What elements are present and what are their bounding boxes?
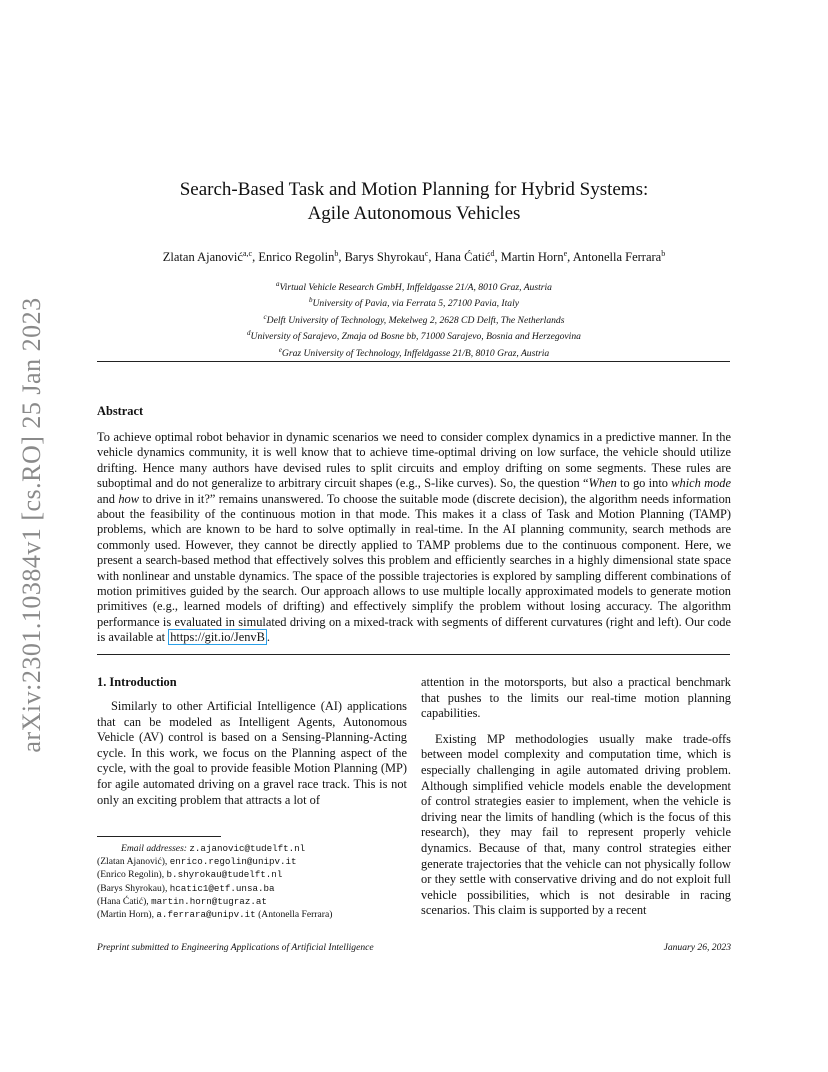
affiliation: $^b$University of Pavia, via Ferrata 5, 27100 Pavia, Italy [309,296,519,310]
arxiv-id: arXiv:2301.10384v1 [cs.RO] 25 Jan 2023 [17,297,46,753]
code-link[interactable]: https://git.io/JenvB [170,630,265,645]
footnote-rule [97,836,221,837]
affiliation: $^d$University of Sarajevo, Zmaja od Bosne bb, 71000 Sarajevo, Bosnia and Herzegovina [247,329,581,343]
email-link[interactable]: martin.horn@tugraz.at [151,895,267,907]
left-column [97,699,407,808]
section-heading-introduction: 1. Introduction [97,675,177,689]
author: Zlatan Ajanović$^{a,c}$ [162,249,253,265]
title-line-1: Search-Based Task and Motion Planning for Hybrid Systems: [179,179,649,200]
author: Barys Shyrokau$^c$ [344,249,429,265]
footer-date: January 26, 2023 [663,942,731,953]
arxiv-sidebar-stamp [12,290,52,760]
email-link[interactable]: enrico.regolin@unipv.it [169,856,297,868]
author: Enrico Regolin$^b$ [258,249,339,265]
footer-journal: Preprint submitted to Engineering Applications of Artificial Intelligence [97,942,374,953]
title-line-2: Agile Autonomous Vehicles [307,203,521,224]
affiliation-list [0,278,828,360]
email-link[interactable]: z.ajanovic@tudelft.nl [189,843,306,854]
affiliation: $^a$Virtual Vehicle Research GmbH, Inffeldgasse 21/A, 8010 Graz, Austria [276,280,552,294]
paragraph: Existing MP methodologies usually make trade-offs between model complexity and computation time, which is especially challenging in agile automated driving problem. Although simplified vehicle models enable the development of control strategies easier to implement, when the vehicle is driving near the limits of handling (which is the focus of this research), they may fail to represent properly vehicle dynamics. Because of that, many control strategies either generate trajectories that the vehicle can not physically follow or they settle with conservative driving and do not exploit full vehicle possibilities, which is not desirable in racing scenarios. This claim is supported by a recent [421,731,731,918]
affiliation: $^e$Graz University of Technology, Inffeldgasse 21/B, 8010 Graz, Austria [278,345,550,359]
author: Hana Ćatić$^d$ [434,249,495,265]
author-list: Zlatan Ajanović$^{a,c}$, Enrico Regolin$^b$, Barys Shyrokau$^c$, Hana Ćatić$^d$, Martin Horn$^e$, Antonella Ferrara$^b$ [162,249,666,265]
author: Martin Horn$^e$ [500,249,568,265]
paper-title [0,178,828,226]
paragraph: attention in the motorsports, but also a practical benchmark that pushes to the limits our real-time motion planning capabilities. [421,675,731,721]
affiliation: $^c$Delft University of Technology, Mekelweg 2, 2628 CD Delft, The Netherlands [263,312,565,326]
abstract-heading: Abstract [97,404,144,418]
footnote-emails: Email addresses: z.ajanovic@tudelft.nl (Zlatan Ajanović), enrico.regolin@unipv.it (Enrico Regolin), b.shyrokau@tudelft.nl (Barys Shyrokau), hcatic1@etf.unsa.ba (Hana Ćatić), martin.horn@tugraz.at (Martin Horn), a.ferrara@unipv.it (Antonella Ferrara) [97,843,333,921]
abstract-bottom-rule [97,654,730,655]
email-link[interactable]: b.shyrokau@tudelft.nl [166,869,283,881]
author: Antonella Ferrara$^b$ [572,249,666,265]
right-column [421,675,731,919]
paragraph: Similarly to other Artificial Intelligence (AI) applications that can be modeled as Intelligent Agents, Autonomous Vehicle (AV) control is based on a Sensing-Planning-Acting cycle. In this work, we focus on the Planning aspect of the cycle, with the goal to provide feasible Motion Planning (MP) for agile automated driving on a gravel race track. This is not only an exciting problem that attracts a lot of [97,699,407,807]
email-link[interactable]: hcatic1@etf.unsa.ba [169,882,275,894]
abstract-body: To achieve optimal robot behavior in dynamic scenarios we need to consider complex dynamics in a predictive manner. In the vehicle dynamics community, it is well know that to achieve time-optimal driving on low surface, the vehicle should utilize drifting. Hence many authors have devised rules to split circuits and employ drifting on some segments. These rules are suboptimal and do not generalize to arbitrary circuit shapes (e.g., S-like curves). So, the question “When to go into which mode and how to drive in it?” remains unanswered. To choose the suitable mode (discrete decision), the algorithm needs information about the feasibility of the continuous motion in that mode. This makes it a class of Task and Motion Planning (TAMP) problems, which are known to be hard to solve optimally in real-time. In the AI planning community, search methods are commonly used. However, they cannot be directly applied to TAMP problems due to the continuous component. Here, we present a search-based method that effectively solves this problem and efficiently searches in a highly dimensional state space with nonlinear and unstable dynamics. The space of the possible trajectories is explored by sampling different combinations of motion primitives guided by the search. Our approach allows to use multiple locally approximated models to generate motion primitives (e.g., learned models of drifting) and effectively simplify the problem without losing accuracy. The algorithm performance is evaluated in simulated driving on a mixed-track with segments of different curvatures (right and left). Our code is available at https://git.io/JenvB . [97,430,731,645]
email-link[interactable]: a.ferrara@unipv.it [156,909,256,921]
abstract-top-rule [97,361,730,362]
